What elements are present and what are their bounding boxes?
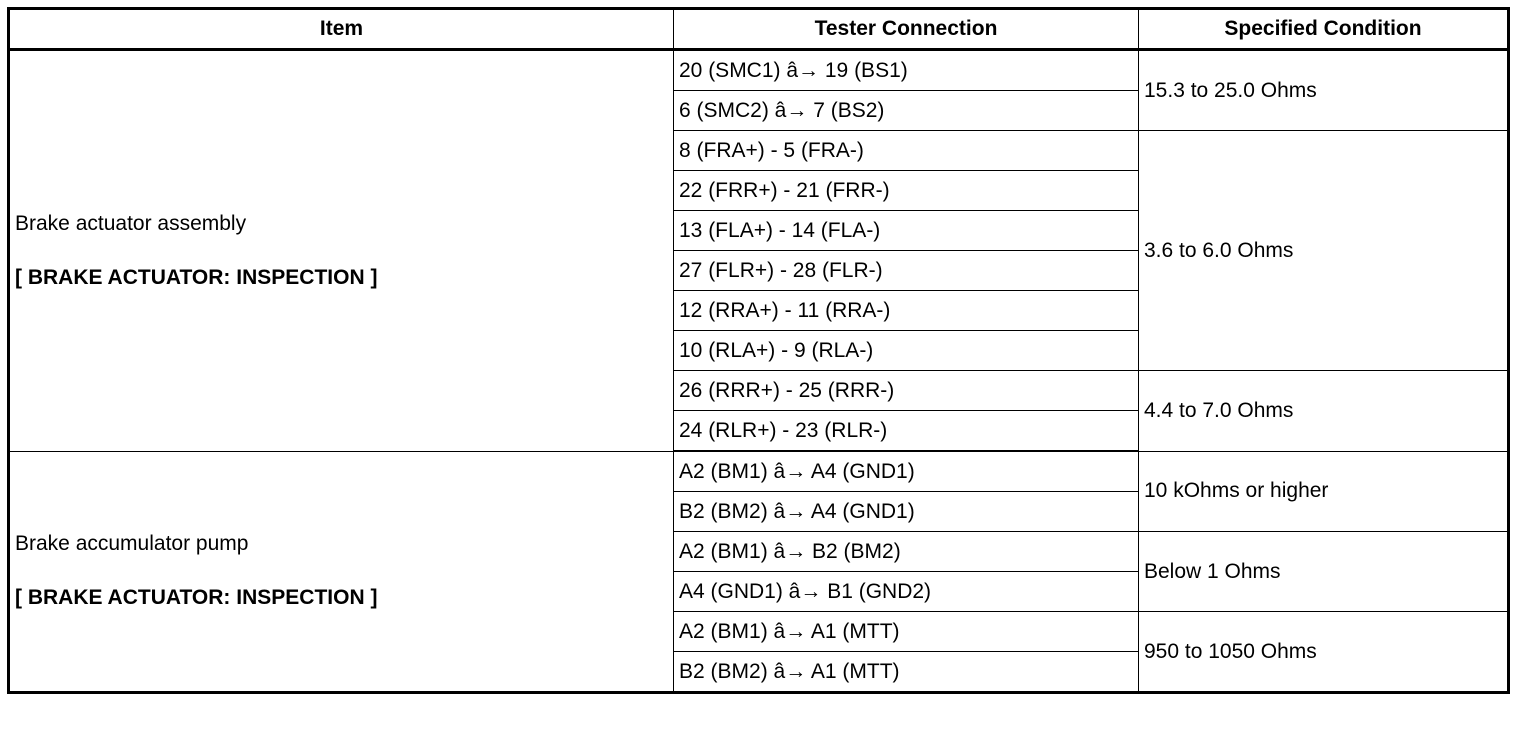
tester-connection-cell: 6 (SMC2) â→ 7 (BS2) [674, 91, 1139, 131]
tester-connection-cell: 13 (FLA+) - 14 (FLA-) [674, 211, 1139, 251]
table-row [9, 451, 1509, 492]
tester-connection-cell: B2 (BM2) â→ A1 (MTT) [674, 652, 1139, 693]
tester-connection-cell: 24 (RLR+) - 23 (RLR-) [674, 411, 1139, 452]
item-inspection-link[interactable]: [ BRAKE ACTUATOR: INSPECTION ] [15, 265, 378, 289]
specified-condition-cell: 15.3 to 25.0 Ohms [1139, 50, 1509, 131]
header-row [9, 9, 1509, 50]
tester-connection-cell: A2 (BM1) â→ A4 (GND1) [674, 451, 1139, 492]
tester-connection-cell: B2 (BM2) â→ A4 (GND1) [674, 492, 1139, 532]
inspection-table [7, 7, 1510, 694]
tester-connection-cell: A4 (GND1) â→ B1 (GND2) [674, 572, 1139, 612]
tester-connection-cell: 20 (SMC1) â→ 19 (BS1) [674, 50, 1139, 91]
tester-connection-cell: 27 (FLR+) - 28 (FLR-) [674, 251, 1139, 291]
item-inspection-link[interactable]: [ BRAKE ACTUATOR: INSPECTION ] [15, 586, 378, 610]
tester-connection-cell: 26 (RRR+) - 25 (RRR-) [674, 371, 1139, 411]
specified-condition-cell: 4.4 to 7.0 Ohms [1139, 371, 1509, 452]
header-item: Item [9, 9, 674, 50]
tester-connection-cell: 12 (RRA+) - 11 (RRA-) [674, 291, 1139, 331]
tester-connection-cell: 10 (RLA+) - 9 (RLA-) [674, 331, 1139, 371]
specified-condition-cell: 10 kOhms or higher [1139, 451, 1509, 532]
tester-connection-cell: A2 (BM1) â→ B2 (BM2) [674, 532, 1139, 572]
specified-condition-cell: Below 1 Ohms [1139, 532, 1509, 612]
tester-connection-cell: 8 (FRA+) - 5 (FRA-) [674, 131, 1139, 171]
header-specified-condition: Specified Condition [1139, 9, 1509, 50]
item-cell [9, 451, 674, 693]
specified-condition-cell: 3.6 to 6.0 Ohms [1139, 131, 1509, 371]
item-name: Brake accumulator pump [15, 532, 249, 556]
tester-connection-cell: 22 (FRR+) - 21 (FRR-) [674, 171, 1139, 211]
tester-connection-cell: A2 (BM1) â→ A1 (MTT) [674, 612, 1139, 652]
item-name: Brake actuator assembly [15, 211, 247, 235]
header-tester-connection: Tester Connection [674, 9, 1139, 50]
table-row [9, 50, 1509, 91]
specified-condition-cell: 950 to 1050 Ohms [1139, 612, 1509, 693]
item-cell [9, 50, 674, 452]
